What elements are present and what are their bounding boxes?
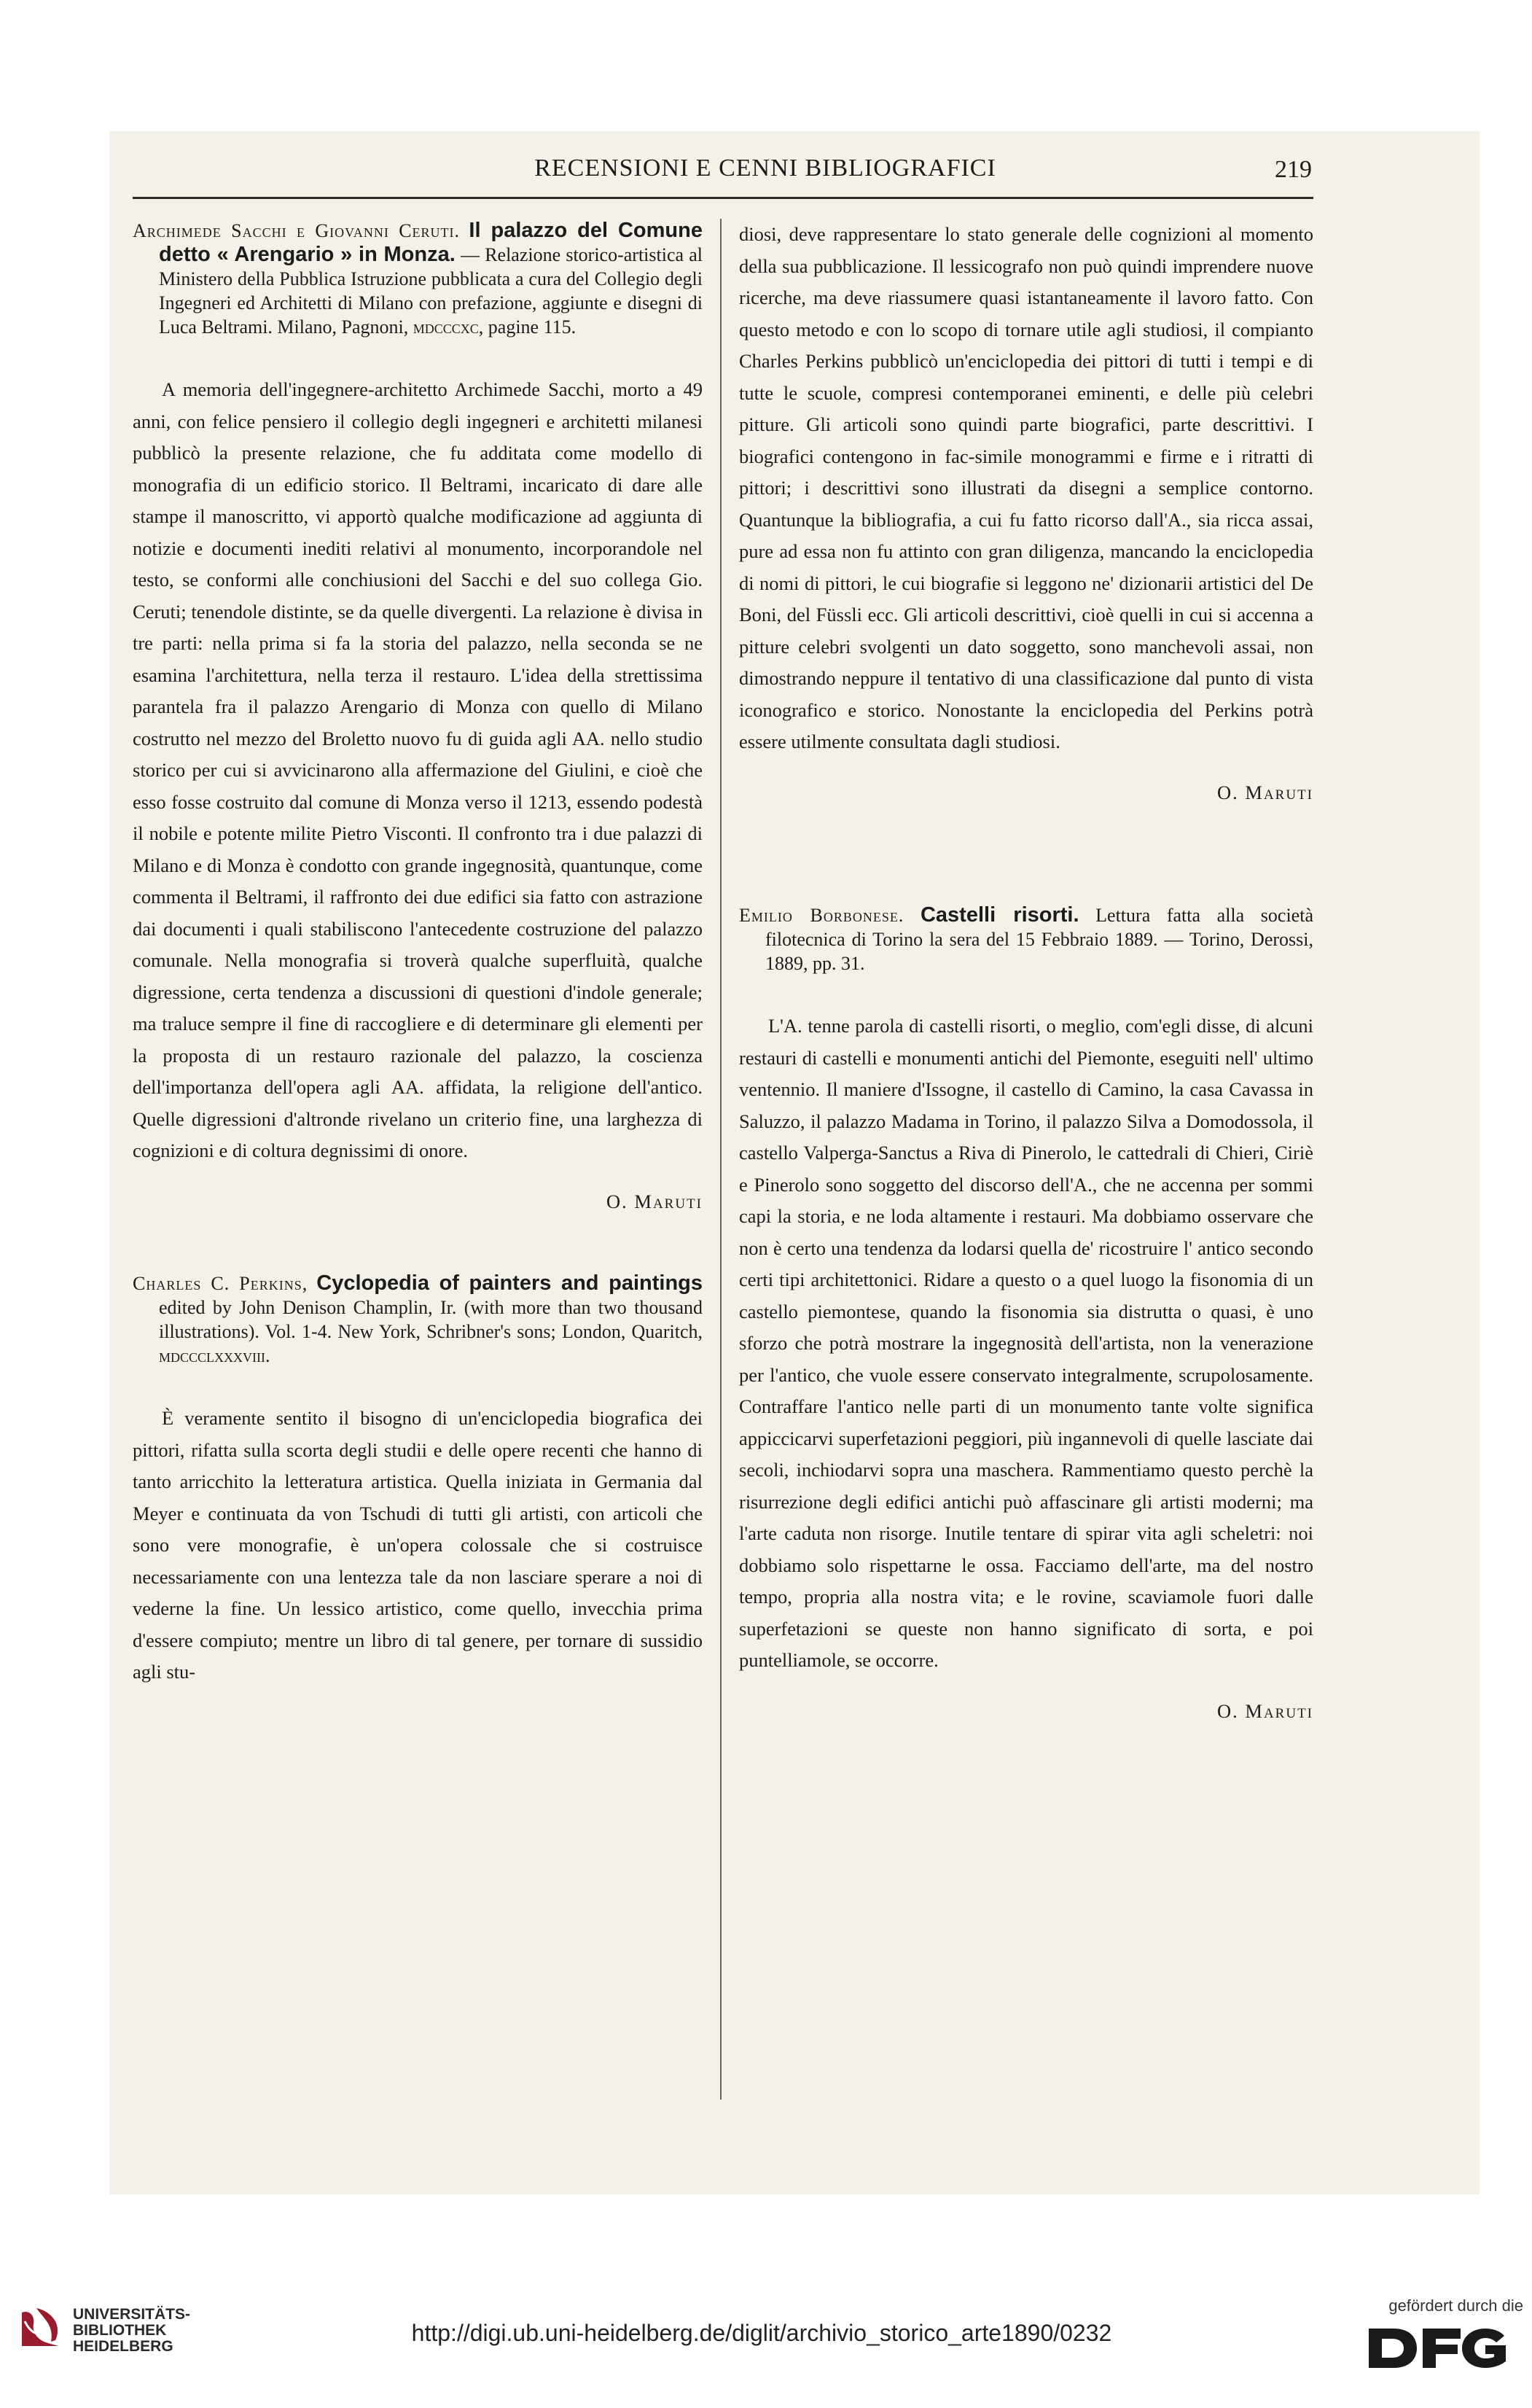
review-signature: O. Maruti [606, 1190, 703, 1212]
page-number: 219 [1275, 156, 1312, 183]
dfg-logo-icon [1366, 2326, 1512, 2371]
column-divider [720, 219, 722, 2100]
running-title: RECENSIONI E CENNI BIBLIOGRAFICI [534, 155, 996, 182]
institution-line: UNIVERSITÄTS- [73, 2306, 191, 2323]
review-details: Lettura fatta alla società filotecnica di Torino la sera del 15 Febbraio 1889. — Torino, Derossi, 1889, pp. 31. [765, 905, 1313, 974]
review-title: Castelli risorti. [920, 903, 1079, 927]
review-heading-perkins [133, 1271, 703, 1368]
institution-line: BIBLIOTHEK [73, 2322, 167, 2339]
review-year: mdccclxxxviii [159, 1345, 265, 1366]
review-body-perkins: È veramente sentito il bisogno di un'enciclopedia biografica dei pittori, rifatta sulla scorta degli studii e delle opere recenti che hanno di tanto arricchito la letteratura artistica. Quella iniziata in Germania dal Meyer e continuata da von Tschudi di tutti gli artisti, con articoli che sono vere monografie, è un'opera colossale che si costruisce necessariamente con una lentezza tale da non lasciare sperare a noi di vederne la fine. Un lessico artistico, come quello, invecchia prima d'essere compiuto; mentre un libro di tal genere, per tornare di sussidio agli stu- [133, 1407, 703, 1683]
review-author: Charles C. Perkins, [133, 1273, 308, 1294]
review-details: — Relazione storico-artistica al Ministero della Pubblica Istruzione pubblicata a cura del Collegio degli Ingegneri ed Architetti di Milano con prefazione, aggiunte e disegni di Luca Beltrami. Milano, Pagnoni, [159, 244, 703, 338]
review-signature: O. Maruti [1217, 1699, 1313, 1722]
review-body-borbonese: L'A. tenne parola di castelli risorti, o meglio, com'egli disse, di alcuni restauri di castelli e monumenti antichi del Piemonte, eseguiti nell' ultimo ventennio. Il maniere d'Issogne, il castello di Camino, la casa Cavassa in Saluzzo, il palazzo Madama in Torino, il palazzo Silva a Domodossola, il castello Valperga-Sanctus a Riva di Pinerolo, le cattedrali di Chieri, Ciriè e Pinerolo sono soggetto del discorso dell'A., che ne accenna per sommi capi la storia, e ne loda altamente i restauri. Ma dobbiamo osservare che non è certo una tendenza da lodarsi quella de' ricostruire l' antico secondo certi tipi architettonici. Ridare a questo o a quel luogo la fisonomia di un castello piemontese, quando la fisonomia sia distrutta o quasi, è uno sforzo che potrà mostrare la ingegnosità dell'artista, non la venerazione per l'antico, che vuole essere conservato integralmente, scrupolosamente. Contraffare l'antico nelle parti di un monumento tante volte significa appiccicarvi superfetazioni peggiori, più ingannevoli di quelle lasciate dai secoli, inchiodarvi sopra una maschera. Rammentiamo questo perchè la risurrezione degli edifici antichi può affascinare gli artisti moderni; ma l'arte caduta non risorge. Inutile tentare di spirar vita agli scheletri: noi dobbiamo solo rispettarne le ossa. Facciamo dell'arte, ma del nostro tempo, propria alla nostra vita; e le rovine, scaviamole fuori dalle superfetazioni se queste non hanno significato di sorta, e poi puntelliamole, se occorre. [739, 1015, 1313, 1671]
review-title: Il palazzo del Comune detto « Arengario » in Monza. [159, 219, 703, 266]
institution-name [73, 2307, 190, 2355]
review-author: Archimede Sacchi e Giovanni Ceruti. [133, 220, 461, 241]
review-details-end: , pagine 115. [478, 316, 577, 338]
heidelberg-library-logo-icon [19, 2305, 61, 2347]
institution-line: HEIDELBERG [73, 2338, 173, 2355]
review-heading-sacchi [133, 219, 703, 339]
review-body-continuation: diosi, deve rappresentare lo stato generale delle cognizioni al momento della sua pubblicazione. Il lessicografo non può quindi imprendere nuove ricerche, ma deve riassumere quasi istantaneamente il lavoro fatto. Con questo metodo e con lo scopo di tornare utile agli studiosi, il compianto Charles Perkins pubblicò un'enciclopedia dei pittori di tutti i tempi e di tutte le scuole, compresi contemporanei eminenti, e delle più celebri pitture. Gli articoli sono quindi parte biografici, parte descrittivi. I biografici contengono in fac-simile monogrammi e firme e i ritratti di pittori; i descrittivi sono illustrati da disegni a semplice contorno. Quantunque la bibliografia, a cui fu fatto ricorso dall'A., sia ricca assai, pure ad essa non fu attinto con gran diligenza, mancando la enciclopedia di nomi di pittori, le cui biografie si leggono ne' dizionarii artistici del De Boni, del Füssli ecc. Gli articoli descrittivi, cioè quelli in cui si accenna a pitture celebri svolgenti un dato soggetto, sono manchevoli assai, non dimostrando neppure il tentativo di una classificazione dal punto di vista iconografico e storico. Nonostante la enciclopedia del Perkins potrà essere utilmente consultata dagli studiosi. [739, 223, 1313, 752]
review-details: edited by John Denison Champlin, Ir. (with more than two thousand illustrations). Vol. 1-4. New York, Schribner's sons; London, Quaritch, [159, 1297, 703, 1342]
review-title: Cyclopedia of painters and paintings [316, 1271, 703, 1295]
sponsor-label: gefördert durch die [1388, 2296, 1523, 2315]
header-rule [133, 197, 1313, 199]
review-year: mdcccxc [413, 316, 479, 338]
source-url-link[interactable]: http://digi.ub.uni-heidelberg.de/diglit/archivio_storico_arte1890/0232 [411, 2320, 1112, 2346]
right-column [739, 219, 1313, 1727]
review-details-end: . [265, 1345, 270, 1366]
left-column [133, 219, 703, 1688]
review-signature: O. Maruti [1217, 781, 1313, 803]
review-heading-borbonese [739, 903, 1313, 975]
review-author: Emilio Borbonese. [739, 905, 904, 926]
review-body-sacchi: A memoria dell'ingegnere-architetto Archimede Sacchi, morto a 49 anni, con felice pensiero il collegio degli ingegneri e architetti milanesi pubblicò la presente relazione, che fu additata come modello di monografia di un edificio storico. Il Beltrami, incaricato di dare alle stampe il manoscritto, vi apportò qualche modificazione ad aggiunta di notizie e documenti inediti relativi al monumento, incorporandole nel testo, se conformi alle conchiusioni del Sacchi e del suo collega Gio. Ceruti; tenendole distinte, se da quelle divergenti. La relazione è divisa in tre parti: nella prima si fa la storia del palazzo, nella seconda se ne esamina l'architettura, nella terza il restauro. L'idea della strettissima parantela fra il palazzo Arengario di Monza con quello di Milano costrutto nel mezzo del Broletto nuovo fu di guida agli AA. nello studio storico per cui si avvicinarono alla affermazione del Giulini, e cioè che esso fosse costruito dal comune di Monza verso il 1213, essendo podestà il nobile e potente milite Pietro Visconti. Il confronto tra i due palazzi di Milano e di Monza è condotto con grande ingegnosità, quantunque, come commenta il Beltrami, il raffronto dei due edifici sia fatto con astrazione dai documenti i quali stabiliscono l'antecedente costruzione del palazzo comunale. Nella monografia si troverà qualche superfluità, qualche digressione, certa tendenza a discussioni di questioni d'indole generale; ma traluce sempre il fine di raccogliere e di determinare gli elementi per la proposta di un restauro razionale del palazzo, la coscienza dell'importanza dell'opera agli AA. affidata, la religione dell'antico. Quelle digressioni d'altronde rivelano un criterio fine, una larghezza di cognizioni e di coltura degnissimi di onore. [133, 378, 703, 1161]
digitization-footer [0, 2253, 1532, 2408]
